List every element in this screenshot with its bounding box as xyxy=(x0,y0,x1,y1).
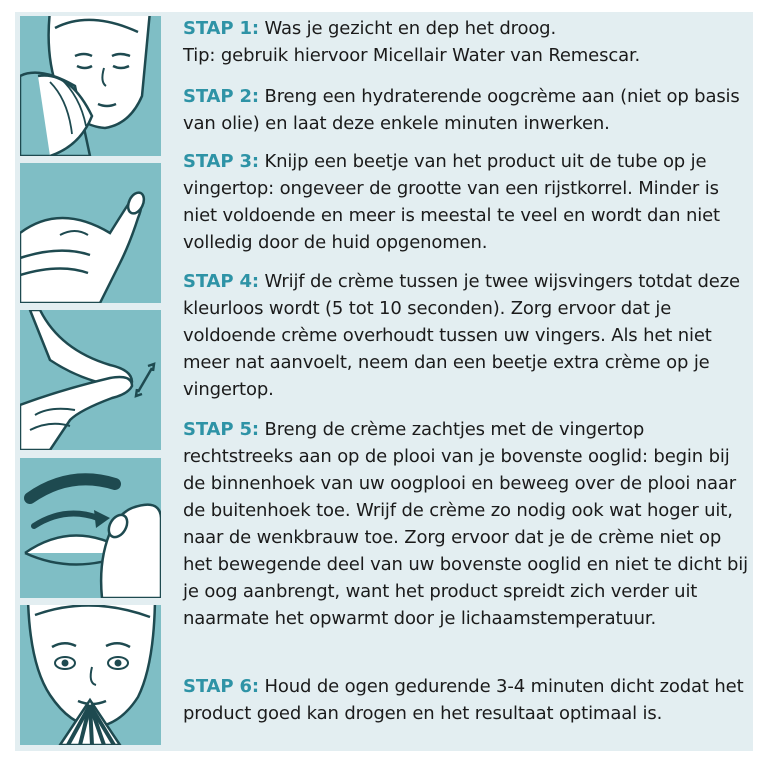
step-5 xyxy=(183,416,748,632)
step-4 xyxy=(183,268,748,403)
step-1 xyxy=(183,15,748,69)
step-1-text: Was je gezicht en dep het droog. xyxy=(264,18,557,39)
step-1-tip: Tip: gebruik hiervoor Micellair Water van Remescar. xyxy=(183,45,641,66)
step-6 xyxy=(183,673,748,727)
step-2-label: STAP 2: xyxy=(183,86,259,107)
eyelid-application-icon xyxy=(20,458,161,598)
step-2 xyxy=(183,83,748,137)
step-3-label: STAP 3: xyxy=(183,151,259,172)
step-6-text: Houd de ogen gedurende 3-4 minuten dicht zodat het product goed kan drogen en het resultaat optimaal is. xyxy=(183,676,744,724)
step-4-text: Wrijf de crème tussen je twee wijsvingers totdat deze kleurloos wordt (5 tot 10 seconden). Zorg ervoor dat je voldoende crème overhoudt tussen uw vingers. Als het niet meer nat aanvoelt, neem dan een beetje extra crème op je vingertop. xyxy=(183,271,740,400)
step-3 xyxy=(183,148,748,256)
step-3-text: Knijp een beetje van het product uit de tube op je vingertop: ongeveer de grootte van een rijstkorrel. Minder is niet voldoende en meer is meestal te veel en wordt dan niet volledig door de huid opgenomen. xyxy=(183,151,720,253)
step-4-label: STAP 4: xyxy=(183,271,259,292)
face-fan-icon xyxy=(20,605,161,745)
step-1-label: STAP 1: xyxy=(183,18,259,39)
step-2-text: Breng een hydraterende oogcrème aan (niet op basis van olie) en laat deze enkele minuten inwerken. xyxy=(183,86,740,134)
rubbing-fingers-icon xyxy=(20,310,161,450)
face-washing-icon xyxy=(20,16,161,156)
step-5-label: STAP 5: xyxy=(183,419,259,440)
step-5-text: Breng de crème zachtjes met de vingertop rechtstreeks aan op de plooi van je bovenste ooglid: begin bij de binnenhoek van uw oogplooi en beweeg over de plooi naar de buitenhoek toe. Wrijf de crème zo nodig ook wat hoger uit, naar de wenkbrauw toe. Zorg ervoor dat je de crème niet op het bewegende deel van uw bovenste ooglid en niet te dicht bij je oog aanbrengt, want het product spreidt zich verder uit naarmate het opwarmt door je lichaamstemperatuur. xyxy=(183,419,749,629)
step-6-label: STAP 6: xyxy=(183,676,259,697)
fingertip-cream-icon xyxy=(20,163,161,303)
